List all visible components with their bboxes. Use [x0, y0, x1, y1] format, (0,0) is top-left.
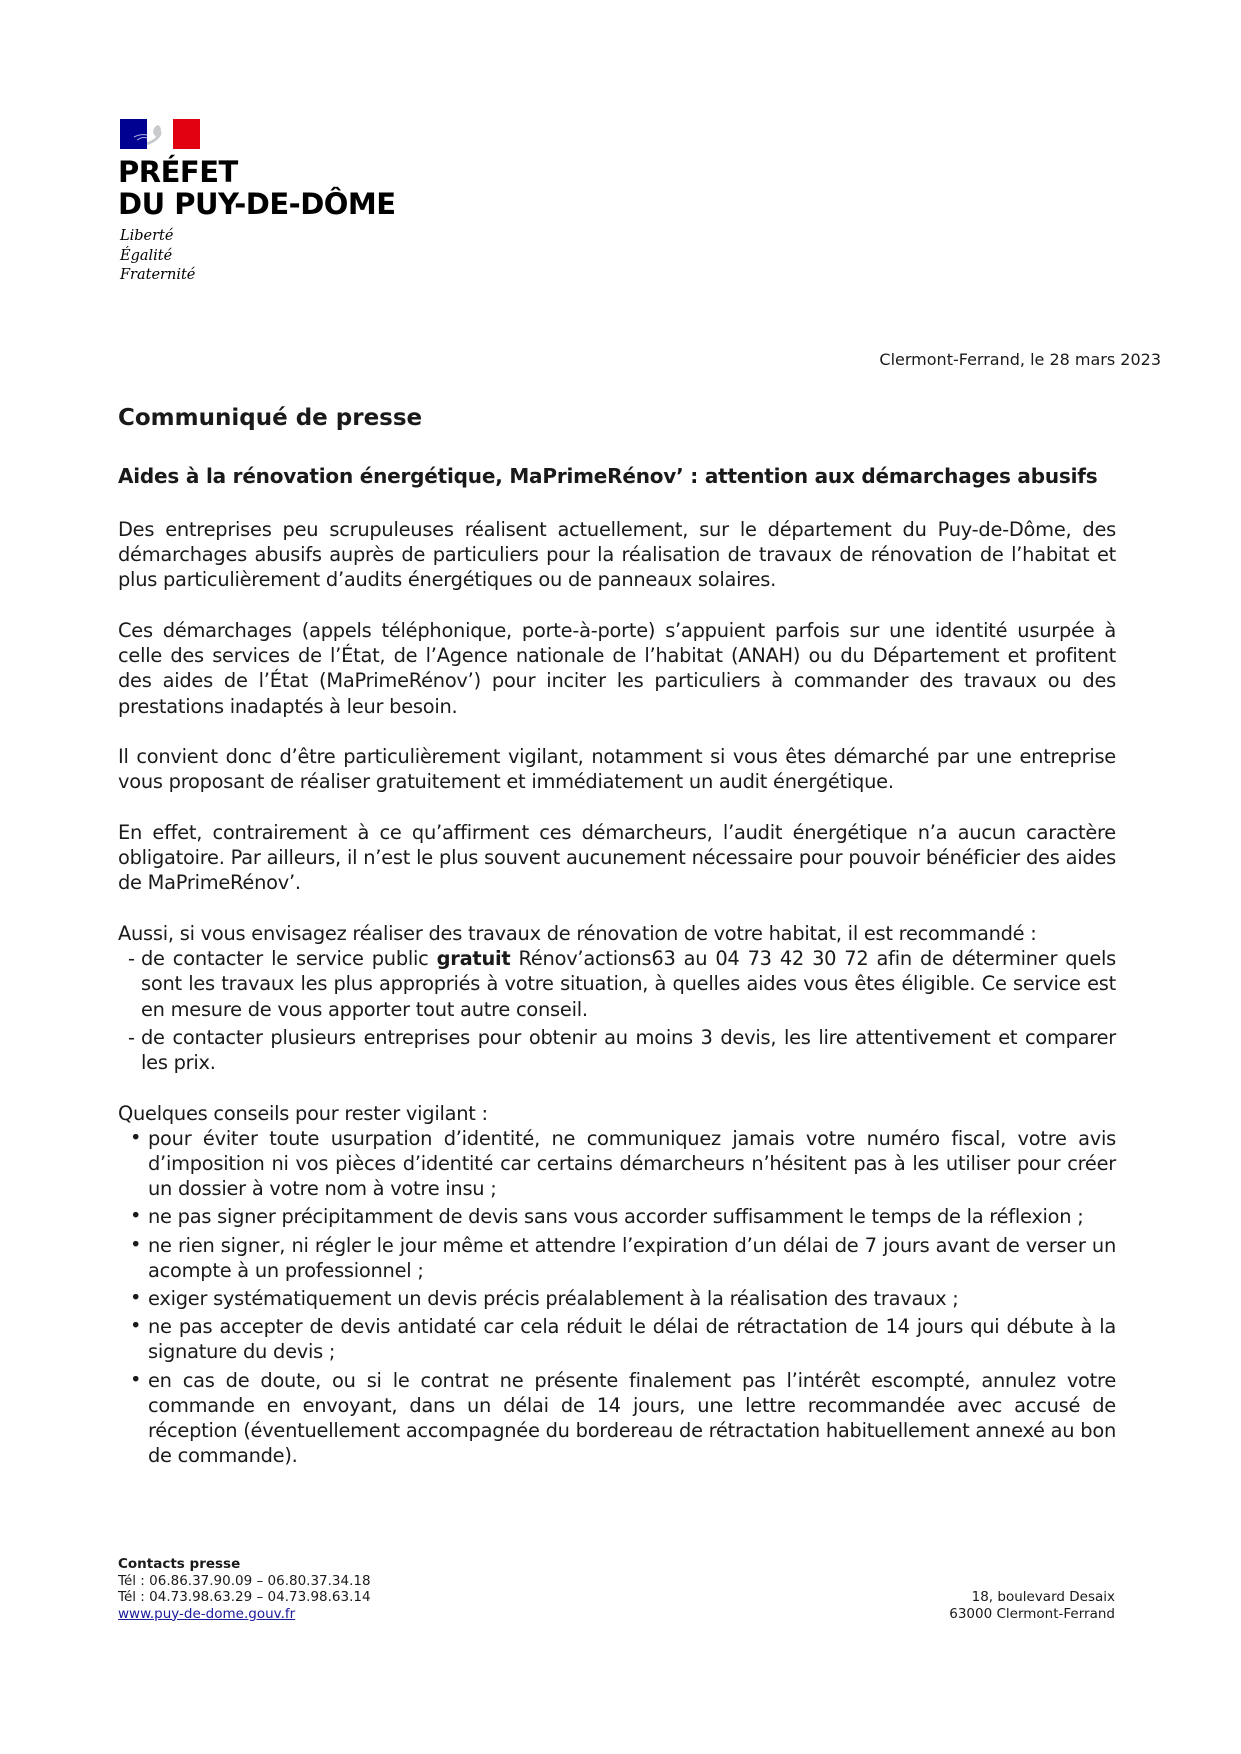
list-item — [118, 1286, 1116, 1311]
list-item — [118, 1025, 1116, 1075]
press-contacts — [118, 1556, 371, 1622]
address-city: 63000 Clermont-Ferrand — [949, 1605, 1115, 1622]
motto-egalite: Égalité — [120, 247, 173, 264]
bullet-marker: • — [130, 1232, 142, 1256]
motto-liberte: Liberté — [120, 228, 174, 244]
item-text: ne rien signer, ni régler le jour même et attendre l’expiration d’un délai de 7 jours avant de verser un acompte à un professionnel ; — [148, 1233, 1116, 1282]
list-item — [118, 946, 1116, 1022]
prefecture-line-1: PRÉFET — [118, 155, 238, 189]
list-item — [118, 1126, 1116, 1202]
prefecture-name — [118, 156, 396, 220]
press-release-body — [118, 517, 1116, 1471]
recommendations-intro: Aussi, si vous envisagez réaliser des travaux de rénovation de votre habitat, il est recommandé : — [118, 922, 1037, 945]
advice-list — [118, 1126, 1116, 1469]
recommendations-list — [118, 946, 1116, 1075]
contact-phone-1: Tél : 06.86.37.90.09 – 06.80.37.34.18 — [118, 1572, 371, 1589]
motto-fraternite: Fraternité — [120, 267, 196, 283]
item-text: pour éviter toute usurpation d’identité, ne communiquez jamais votre numéro fiscal, votre avis d’imposition ni vos pièces d’identité car certains démarcheurs n’hésitent pas à les utiliser pour créer un dossier à votre nom à votre insu ; — [148, 1126, 1116, 1201]
paragraph: Des entreprises peu scrupuleuses réalisent actuellement, sur le département du Puy-de-Dôme, des démarchages abusifs auprès de particuliers pour la réalisation de travaux de rénovation de l’habitat et plus particulièrement d’audits énergétiques ou de panneaux solaires. — [118, 518, 1116, 592]
item-text-end: Rénov’actions63 au 04 73 42 30 72 afin de déterminer quels sont les travaux les plus appropriés à votre situation, à quelles aides vous êtes éligible. Ce service est en mesure de vous apporter tout autre conseil. — [141, 947, 1117, 1021]
contact-phone-2: Tél : 04.73.98.63.29 – 04.73.98.63.14 — [118, 1589, 371, 1605]
bullet-marker: • — [130, 1286, 142, 1310]
paragraph: Il convient donc d’être particulièrement vigilant, notamment si vous êtes démarché par une entreprise vous proposant de réaliser gratuitement et immédiatement un audit énergétique. — [118, 745, 1116, 794]
contacts-title: Contacts presse — [118, 1556, 241, 1572]
item-text: ne pas signer précipitamment de devis sans vous accorder suffisamment le temps de la réflexion ; — [148, 1205, 1084, 1229]
address-street: 18, boulevard Desaix — [971, 1589, 1115, 1605]
republic-motto — [120, 227, 195, 286]
item-text: de contacter plusieurs entreprises pour obtenir au moins 3 devis, les lire attentivement et comparer les prix. — [141, 1025, 1116, 1075]
government-logo — [120, 119, 200, 149]
bullet-marker: • — [130, 1314, 142, 1338]
marianne-flag-icon — [120, 119, 200, 149]
dash-marker: - — [128, 1025, 135, 1049]
bullet-marker: • — [130, 1125, 142, 1149]
paragraph: En effet, contrairement à ce qu’affirment ces démarcheurs, l’audit énergétique n’a aucun caractère obligatoire. Par ailleurs, il n’est le plus souvent aucunement nécessaire pour pouvoir bénéficier des aides de MaPrimeRénov’. — [118, 821, 1116, 895]
item-text: exiger systématiquement un devis précis préalablement à la réalisation des travaux ; — [148, 1287, 959, 1311]
item-text: en cas de doute, ou si le contrat ne présente finalement pas l’intérêt escompté, annulez votre commande en envoyant, dans un délai de 14 jours, une lettre recommandée avec accusé de réception (éventuellement accompagnée du bordereau de rétractation habituellement annexé au bon de commande). — [148, 1368, 1116, 1468]
paragraph: Ces démarchages (appels téléphonique, porte-à-porte) s’appuient parfois sur une identité usurpée à celle des services de l’État, de l’Agence nationale de l’habitat (ANAH) ou du Département et profitent des aides de l’État (MaPrimeRénov’) pour inciter les particuliers à commander des travaux ou des prestations inadaptés à leur besoin. — [118, 619, 1116, 718]
postal-address — [949, 1589, 1115, 1622]
list-item — [118, 1233, 1116, 1283]
website-link[interactable]: www.puy-de-dome.gouv.fr — [118, 1605, 296, 1622]
press-release-title: Aides à la rénovation énergétique, MaPrimeRénov’ : attention aux démarchages abusifs — [118, 464, 1098, 488]
item-text-bold: gratuit — [436, 947, 511, 971]
item-text-start: de contacter le service public — [141, 947, 437, 971]
list-item — [118, 1314, 1116, 1364]
advice-intro: Quelques conseils pour rester vigilant : — [118, 1101, 488, 1125]
bullet-marker: • — [130, 1367, 142, 1391]
list-item — [118, 1204, 1116, 1229]
list-item — [118, 1368, 1116, 1469]
item-text: ne pas accepter de devis antidaté car cela réduit le délai de rétractation de 14 jours qui débute à la signature du devis ; — [148, 1315, 1116, 1364]
document-date: Clermont-Ferrand, le 28 mars 2023 — [879, 350, 1161, 369]
bullet-marker: • — [130, 1204, 142, 1228]
dash-marker: - — [128, 947, 135, 971]
prefecture-line-2: DU PUY-DE-DÔME — [118, 187, 396, 221]
press-release-heading: Communiqué de presse — [118, 405, 423, 431]
